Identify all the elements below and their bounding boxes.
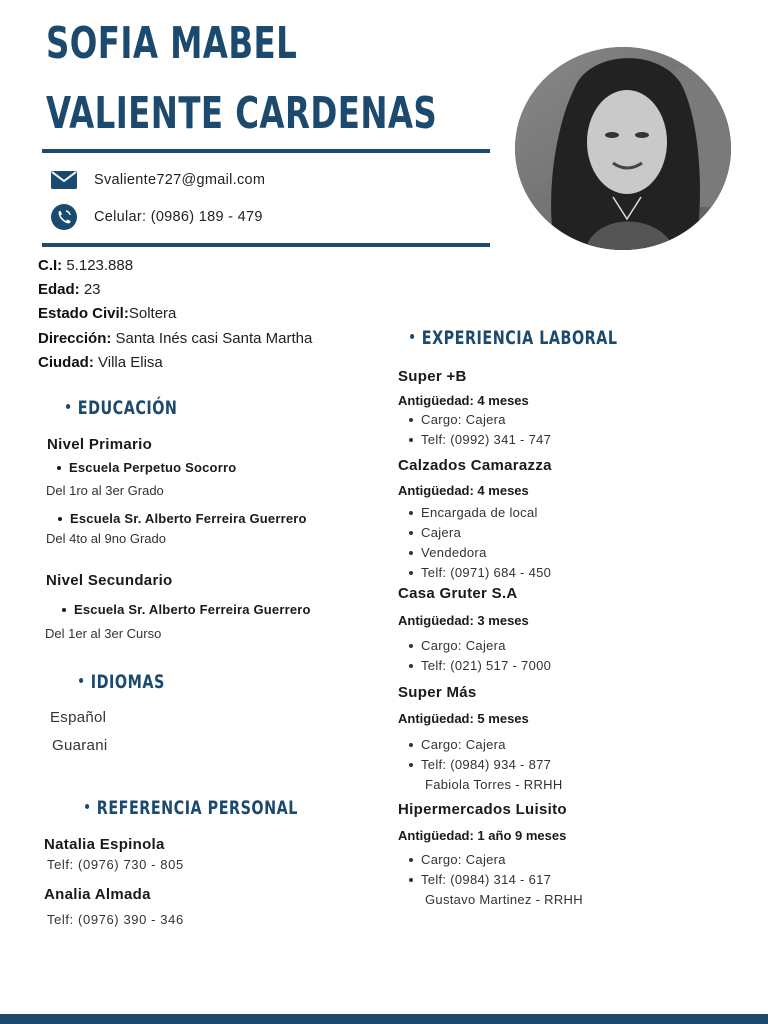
- job-detail: Telf: (021) 517 - 7000: [409, 658, 551, 673]
- reference-name: Natalia Espinola: [44, 836, 165, 853]
- primary-period-2: Del 4to al 9no Grado: [46, 531, 166, 546]
- divider-top: [42, 149, 490, 153]
- name-line-2: VALIENTE CARDENAS: [46, 88, 438, 139]
- job-company: Calzados Camarazza: [398, 457, 552, 474]
- job-detail: Vendedora: [409, 545, 487, 560]
- info-ci: C.I: 5.123.888: [38, 257, 134, 274]
- experience-title: EXPERIENCIA LABORAL: [410, 327, 617, 349]
- job-antiguedad: Antigüedad: 4 meses: [398, 393, 529, 408]
- phone-text[interactable]: Celular: (0986) 189 - 479: [94, 209, 263, 225]
- reference-tel: Telf: (0976) 730 - 805: [47, 857, 184, 872]
- language-item: Guarani: [52, 737, 108, 754]
- reference-tel: Telf: (0976) 390 - 346: [47, 912, 184, 927]
- job-detail: Telf: (0984) 314 - 617: [409, 872, 551, 887]
- job-company: Casa Gruter S.A: [398, 585, 518, 602]
- reference-name: Analia Almada: [44, 886, 151, 903]
- job-company: Super +B: [398, 368, 467, 385]
- job-detail: Cargo: Cajera: [409, 852, 506, 867]
- phone-icon: [50, 203, 78, 231]
- job-antiguedad: Antigüedad: 3 meses: [398, 613, 529, 628]
- primary-title: Nivel Primario: [47, 436, 153, 453]
- job-company: Hipermercados Luisito: [398, 801, 567, 818]
- language-item: Español: [50, 709, 107, 726]
- phone-row: [50, 203, 263, 231]
- job-note: Fabiola Torres - RRHH: [425, 777, 563, 792]
- job-antiguedad: Antigüedad: 1 año 9 meses: [398, 828, 567, 843]
- footer-bar: [0, 1014, 768, 1024]
- job-detail: Cargo: Cajera: [409, 412, 506, 427]
- email-text[interactable]: Svaliente727@gmail.com: [94, 172, 266, 188]
- name-line-1: SOFIA MABEL: [46, 18, 298, 69]
- languages-title: IDIOMAS: [79, 671, 165, 693]
- secondary-period: Del 1er al 3er Curso: [45, 626, 162, 641]
- primary-period-1: Del 1ro al 3er Grado: [46, 483, 164, 498]
- job-detail: Cargo: Cajera: [409, 638, 506, 653]
- secondary-school: Escuela Sr. Alberto Ferreira Guerrero: [62, 602, 311, 617]
- job-detail: Cargo: Cajera: [409, 737, 506, 752]
- email-row: [50, 166, 265, 194]
- info-direccion: Dirección: Santa Inés casi Santa Martha: [38, 330, 313, 347]
- envelope-icon: [50, 166, 78, 194]
- education-title: EDUCACIÓN: [66, 397, 177, 419]
- profile-photo: [515, 47, 731, 250]
- job-company: Super Más: [398, 684, 477, 701]
- references-title: REFERENCIA PERSONAL: [85, 797, 298, 819]
- job-detail: Telf: (0992) 341 - 747: [409, 432, 551, 447]
- job-detail: Telf: (0971) 684 - 450: [409, 565, 551, 580]
- secondary-title: Nivel Secundario: [46, 572, 173, 589]
- primary-school-1: Escuela Perpetuo Socorro: [57, 460, 236, 475]
- job-detail: Encargada de local: [409, 505, 538, 520]
- job-antiguedad: Antigüedad: 4 meses: [398, 483, 529, 498]
- job-antiguedad: Antigüedad: 5 meses: [398, 711, 529, 726]
- info-edad: Edad: 23: [38, 281, 101, 298]
- primary-school-2: Escuela Sr. Alberto Ferreira Guerrero: [58, 511, 307, 526]
- job-note: Gustavo Martinez - RRHH: [425, 892, 583, 907]
- job-detail: Cajera: [409, 525, 461, 540]
- info-ciudad: Ciudad: Villa Elisa: [38, 354, 163, 371]
- divider-bottom: [42, 243, 490, 247]
- info-estado-civil: Estado Civil:Soltera: [38, 305, 177, 322]
- job-detail: Telf: (0984) 934 - 877: [409, 757, 551, 772]
